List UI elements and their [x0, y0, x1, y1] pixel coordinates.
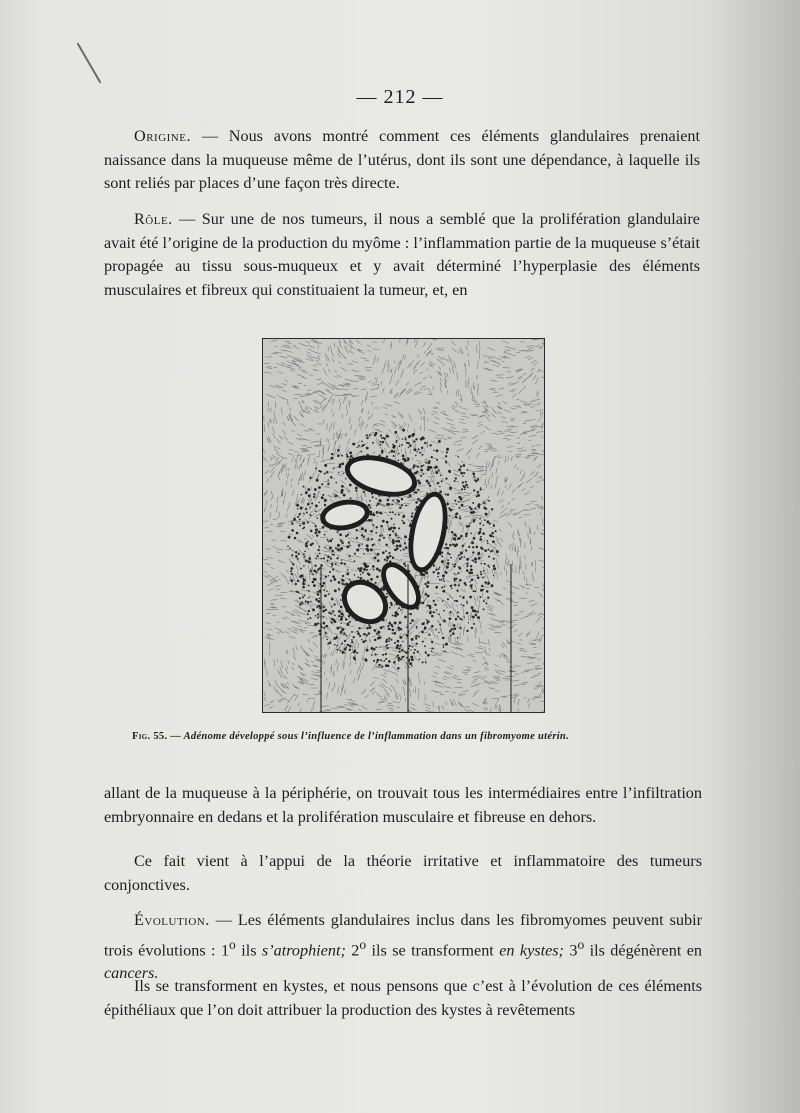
- text-role: — Sur une de nos tumeurs, il nous a semblé que la prolifération glandulaire avait été l’origine de la production du myôme : l’inflammation partie de la muqueuse s’était propagée au tissu sous-muqueux et y avait déterminé l’hyperplasie des éléments musculaires et fibreux qui constituaient la tumeur, et, en: [104, 210, 700, 299]
- histology-illustration: [263, 339, 545, 713]
- evolution-text-5: 3: [563, 940, 578, 959]
- evolution-text-3: 2: [345, 940, 360, 959]
- paragraph-origine: [104, 125, 700, 196]
- histology-figure: [262, 338, 545, 713]
- figure-caption: [132, 731, 692, 742]
- heading-role: Rôle.: [134, 210, 173, 228]
- text-ce-fait: Ce fait vient à l’appui de la théorie irritative et inflammatoire des tumeurs conjonctives.: [104, 852, 702, 894]
- paragraph-role: [104, 208, 700, 302]
- text-allant: allant de la muqueuse à la périphérie, on trouvait tous les intermédiaires entre l’infiltration embryonnaire en dedans et la prolifération musculaire et fibreuse en dehors.: [104, 784, 702, 826]
- heading-origine: Origine.: [134, 127, 192, 145]
- evolution-text-4: ils se transforment: [366, 940, 500, 959]
- paragraph-ce-fait: [104, 850, 702, 897]
- figure-label: Fig. 55.: [132, 731, 168, 742]
- scan-mark: [77, 43, 102, 84]
- ordinal-1: o: [229, 936, 236, 952]
- figure-caption-text: — Adénome développé sous l’influence de l’inflammation dans un fibromyome utérin.: [167, 731, 569, 742]
- evolution-text-1: — Les éléments glandulaires inclus dans les fibromyomes peuvent subir trois évolutions : 1: [104, 911, 702, 959]
- heading-evolution: Évolution.: [134, 911, 210, 929]
- paragraph-kystes: [104, 975, 702, 1022]
- paragraph-allant: [104, 782, 702, 829]
- page-number: — 212 —: [356, 86, 444, 108]
- ordinal-2: o: [359, 936, 367, 952]
- evolution-text-2: ils: [235, 940, 262, 959]
- text-origine: — Nous avons montré comment ces éléments glandulaires prenaient naissance dans la muqueuse même de l’utérus, dont ils sont une dépendance, à laquelle ils sont reliés par places d’une façon très directe.: [104, 127, 700, 192]
- evolution-em-atrophient: s’atrophient;: [261, 940, 346, 959]
- ordinal-3: o: [577, 936, 585, 952]
- evolution-text-6: ils dégénèrent en: [584, 940, 702, 959]
- evolution-em-kystes: en kystes;: [499, 940, 564, 959]
- text-kystes: Ils se transforment en kystes, et nous pensons que c’est à l’évolution de ces éléments épithéliaux que l’on doit attribuer la production des kystes à revêtements: [104, 977, 702, 1019]
- evolution-em-cancers: cancers.: [104, 964, 159, 983]
